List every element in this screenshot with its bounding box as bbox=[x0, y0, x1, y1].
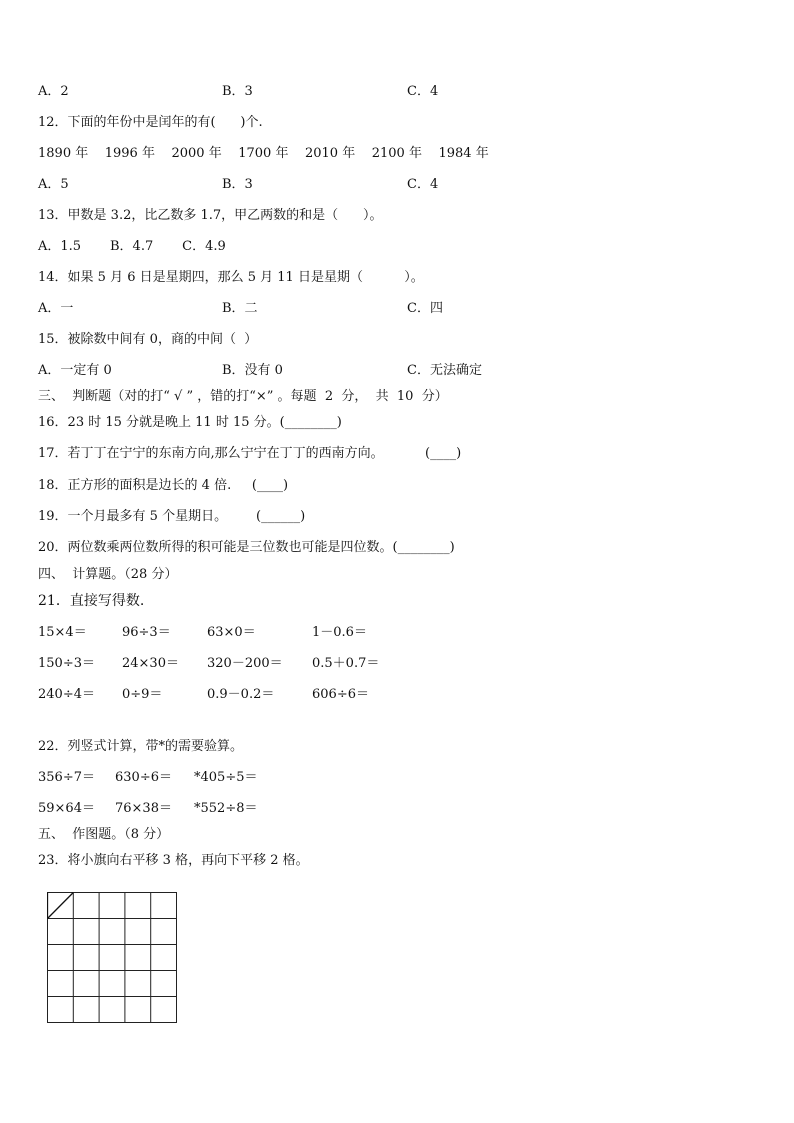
q17: 17．若丁丁在宁宁的东南方向,那么宁宁在丁丁的西南方向。 (____) bbox=[38, 446, 462, 461]
q21-item: 24×30＝ bbox=[122, 656, 179, 671]
q21-item: 0÷9＝ bbox=[122, 687, 163, 702]
q22-item: 76×38＝ bbox=[115, 801, 172, 816]
q22-item: 356÷7＝ bbox=[38, 770, 95, 785]
q12-option-c: C．4 bbox=[407, 177, 439, 192]
q13-stem: 13．甲数是 3.2，比乙数多 1.7，甲乙两数的和是（ ）。 bbox=[38, 208, 383, 223]
q21-stem: 21．直接写得数. bbox=[38, 593, 145, 609]
q18: 18．正方形的面积是边长的 4 倍. (____) bbox=[38, 478, 289, 493]
q21-item: 0.9－0.2＝ bbox=[207, 687, 275, 702]
section4-heading: 四、 计算题。（28 分） bbox=[38, 567, 178, 582]
q13-options: A．1.5 B．4.7 C．4.9 bbox=[38, 239, 226, 254]
q21-item: 0.5＋0.7＝ bbox=[312, 656, 380, 671]
q12-option-b: B．3 bbox=[222, 177, 253, 192]
q21-item: 150÷3＝ bbox=[38, 656, 95, 671]
section5-heading: 五、 作图题。（8 分） bbox=[38, 827, 170, 842]
q11-option-b: B．3 bbox=[222, 84, 253, 99]
q15-option-a: A．一定有 0 bbox=[38, 363, 112, 378]
q14-option-a: A．一 bbox=[38, 301, 74, 316]
q21-item: 320－200＝ bbox=[207, 656, 283, 671]
q16: 16．23 时 15 分就是晚上 11 时 15 分。(________) bbox=[38, 415, 342, 430]
q21-item: 15×4＝ bbox=[38, 625, 87, 640]
q20: 20．两位数乘两位数所得的积可能是三位数也可能是四位数。(________) bbox=[38, 540, 455, 555]
q14-stem: 14．如果 5 月 6 日是星期四，那么 5 月 11 日是星期（ ）。 bbox=[38, 270, 424, 285]
q15-option-b: B．没有 0 bbox=[222, 363, 283, 378]
flag-shape bbox=[48, 893, 74, 919]
q21-item: 63×0＝ bbox=[207, 625, 256, 640]
q12-option-a: A．5 bbox=[38, 177, 69, 192]
grid-lines bbox=[48, 893, 177, 1023]
q11-option-c: C．4 bbox=[407, 84, 439, 99]
q21-item: 606÷6＝ bbox=[312, 687, 369, 702]
q22-item: 59×64＝ bbox=[38, 801, 95, 816]
section3-heading: 三、 判断题（对的打“ √ ” ，错的打“×” 。每题 2 分， 共 10 分） bbox=[38, 389, 448, 404]
q15-option-c: C．无法确定 bbox=[407, 363, 482, 378]
q21-item: 240÷4＝ bbox=[38, 687, 95, 702]
q22-item: *552÷8＝ bbox=[194, 801, 258, 816]
q11-option-a: A．2 bbox=[38, 84, 69, 99]
q21-item: 96÷3＝ bbox=[122, 625, 171, 640]
q15-stem: 15．被除数中间有 0，商的中间（ ） bbox=[38, 332, 258, 347]
q12-years: 1890 年 1996 年 2000 年 1700 年 2010 年 2100 年 1984 年 bbox=[38, 146, 489, 161]
translation-grid bbox=[47, 892, 179, 1026]
q22-item: 630÷6＝ bbox=[115, 770, 172, 785]
q21-item: 1－0.6＝ bbox=[312, 625, 367, 640]
q14-option-c: C．四 bbox=[407, 301, 443, 316]
q12-stem: 12．下面的年份中是闰年的有( )个. bbox=[38, 115, 263, 130]
q22-item: *405÷5＝ bbox=[194, 770, 258, 785]
q22-stem: 22．列竖式计算，带*的需要验算。 bbox=[38, 739, 244, 754]
q14-option-b: B．二 bbox=[222, 301, 258, 316]
q19: 19．一个月最多有 5 个星期日。 (______) bbox=[38, 509, 306, 524]
q23-stem: 23．将小旗向右平移 3 格，再向下平移 2 格。 bbox=[38, 853, 309, 868]
